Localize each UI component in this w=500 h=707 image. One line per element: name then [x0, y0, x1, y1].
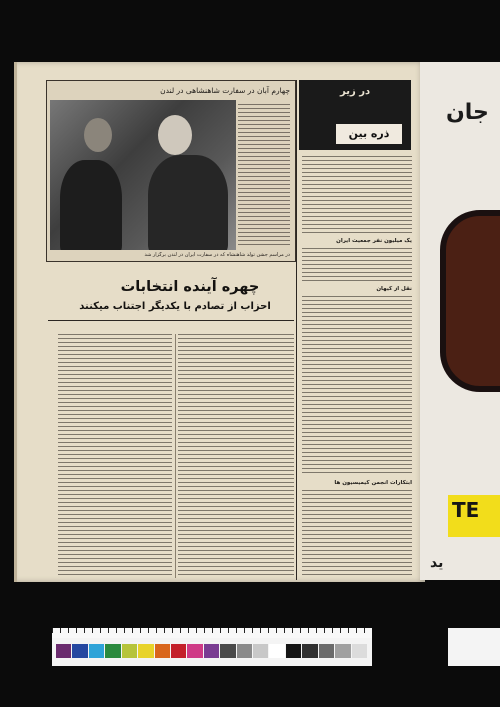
column-subhead-3: ابتکارات انجمن کیمیسیون ها: [334, 480, 412, 486]
magazine-word-top: جان: [446, 100, 489, 125]
color-swatch: [237, 644, 252, 658]
color-swatch: [302, 644, 317, 658]
color-swatch: [269, 644, 284, 658]
photo-caption: در مراسم جشن تولد شاهنشاه که در سفارت ایران در لندن برگزار شد: [144, 252, 290, 258]
column-separator: [296, 80, 297, 580]
head-right: [158, 115, 192, 155]
color-swatch: [253, 644, 268, 658]
color-swatch: [204, 644, 219, 658]
column-rule: [175, 334, 176, 578]
color-swatch: [171, 644, 186, 658]
column-text-3: [302, 296, 412, 476]
color-swatch: [122, 644, 137, 658]
photo-side-text: [238, 104, 290, 246]
column-text-2: [302, 248, 412, 282]
column-subhead-2: نقل از کیهان: [376, 286, 412, 292]
column-title-bottom: ذره بین: [336, 124, 402, 144]
column-subhead-1: یک میلیون نفر جمعیت ایران: [336, 238, 412, 244]
color-calibration-target-2: [448, 628, 500, 666]
head-left: [84, 118, 112, 152]
color-swatch: [56, 644, 71, 658]
color-swatch: [286, 644, 301, 658]
ruler-scale: [52, 628, 372, 638]
column-text-4: [302, 490, 412, 576]
divider: [48, 320, 294, 321]
color-swatch: [220, 644, 235, 658]
color-swatch: [89, 644, 104, 658]
article-column-left: [58, 334, 172, 578]
magazine-word-bottom: ید: [430, 555, 444, 571]
color-swatch: [319, 644, 334, 658]
magazine-yellow-text: TE: [452, 498, 480, 522]
person-right: [148, 155, 228, 250]
color-swatch: [352, 644, 367, 658]
color-swatch: [105, 644, 120, 658]
article-subheadline: احزاب از تصادم با یکدیگر اجتناب میکنند: [79, 301, 271, 312]
color-swatch: [155, 644, 170, 658]
color-swatch: [72, 644, 87, 658]
column-text-1: [302, 156, 412, 236]
article-column-right: [178, 334, 294, 578]
color-swatch: [138, 644, 153, 658]
color-swatch: [335, 644, 350, 658]
article-headline: چهره آینده انتخابات: [120, 279, 260, 295]
person-left: [60, 160, 122, 250]
magazine-illustration: [440, 210, 500, 392]
column-title-top: در زیر: [340, 86, 371, 97]
photo-title: چهارم آبان در سفارت شاهنشاهی در لندن: [160, 86, 290, 95]
news-photo: [50, 100, 236, 250]
color-swatch: [187, 644, 202, 658]
